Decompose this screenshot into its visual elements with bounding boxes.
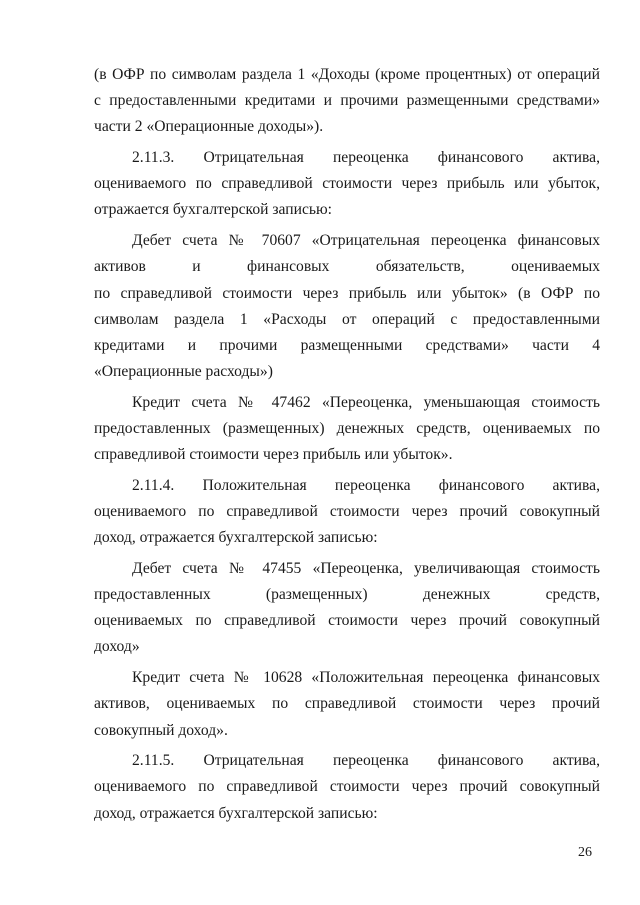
paragraph-3 [94,228,600,385]
text-line: Дебет счета № 70607 «Отрицательная переоценка финансовых [132,232,600,250]
paragraph-5 [94,473,600,552]
document-page [94,62,600,827]
text-line: «Операционные расходы») [94,363,273,381]
text-line: оцениваемого по справедливой стоимости через прибыль или убыток, [94,175,600,193]
text-line: оцениваемых по справедливой стоимости через прочий совокупный [94,612,600,630]
text-line: Дебет счета № 47455 «Переоценка, увеличивающая стоимость [132,559,600,577]
text-line: активов и финансовых обязательств, оцениваемых [94,258,600,276]
text-line: справедливой стоимости через прибыль или убыток». [94,446,453,464]
text-line: части 2 «Операционные доходы»). [94,118,324,136]
paragraph-2 [94,145,600,224]
text-line: доход, отражается бухгалтерской записью: [94,529,378,547]
text-line: оцениваемого по справедливой стоимости через прочий совокупный [94,778,600,796]
paragraph-7 [94,665,600,744]
text-line: (в ОФР по символам раздела 1 «Доходы (кроме процентных) от операций [94,66,600,83]
page-number: 26 [578,845,592,860]
text-line: кредитами и прочими размещенными средствами» части 4 [94,336,600,354]
text-line: с предоставленными кредитами и прочими размещенными средствами» [94,92,600,110]
text-line: 2.11.4. Положительная переоценка финансового актива, [132,476,600,494]
paragraph-4 [94,390,600,469]
text-line: 2.11.3. Отрицательная переоценка финансового актива, [132,149,600,167]
text-line: активов, оцениваемых по справедливой стоимости через прочий [94,695,600,713]
text-line: оцениваемого по справедливой стоимости через прочий совокупный [94,503,600,520]
paragraph-8 [94,748,600,827]
text-line: предоставленных (размещенных) денежных средств, оцениваемых по [94,419,600,437]
paragraph-1 [94,62,600,141]
text-line: предоставленных (размещенных) денежных средств, [94,586,600,604]
text-line: совокупный доход». [94,721,228,739]
text-line: Кредит счета № 10628 «Положительная переоценка финансовых [132,669,600,687]
text-line: символам раздела 1 «Расходы от операций с предоставленными [94,310,600,328]
text-line: по справедливой стоимости через прибыль или убыток» (в ОФР по [94,284,600,302]
paragraph-6 [94,556,600,661]
text-line: Кредит счета № 47462 «Переоценка, уменьшающая стоимость [132,393,600,411]
text-line: 2.11.5. Отрицательная переоценка финансового актива, [132,752,600,770]
text-line: отражается бухгалтерской записью: [94,201,332,219]
text-line: доход, отражается бухгалтерской записью: [94,804,378,822]
text-line: доход» [94,638,140,656]
